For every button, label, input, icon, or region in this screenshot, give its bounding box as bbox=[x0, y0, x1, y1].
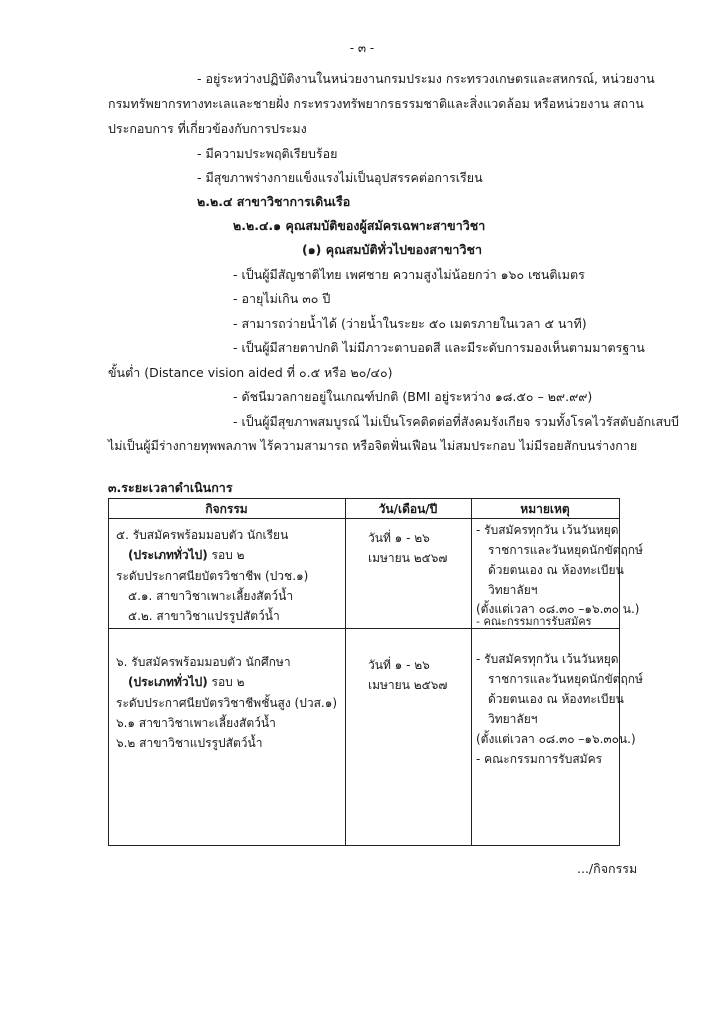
table-header-divider bbox=[108, 518, 620, 519]
row2-remark-line1: - รับสมัครทุกวัน เว้นวันหยุด bbox=[476, 652, 619, 666]
row1-remark-line4: วิทยาลัยฯ bbox=[488, 583, 538, 597]
row2-activity-line4: ๖.๑ สาขาวิชาเพาะเลี้ยงสัตว์น้ำ bbox=[116, 716, 276, 730]
row2-date-line2: เมษายน ๒๕๖๗ bbox=[368, 678, 448, 692]
row1-remark-line3: ด้วยตนเอง ณ ห้องทะเบียน bbox=[488, 563, 624, 577]
header-activity: กิจกรรม bbox=[205, 502, 248, 516]
table-col-divider-1 bbox=[345, 498, 346, 846]
intro-line-2: กรมทรัพยากรทางทะเลและชายฝั่ง กระทรวงทรัพยากรธรรมชาติและสิ่งแวดล้อม หรือหน่วยงาน สถาน bbox=[108, 96, 644, 111]
table-top-border bbox=[108, 498, 620, 499]
row2-date-line1: วันที่ ๑ - ๒๖ bbox=[368, 658, 430, 672]
header-remark: หมายเหตุ bbox=[520, 502, 570, 516]
section-heading-navigation: ๒.๒.๔ สาขาวิชาการเดินเรือ bbox=[197, 194, 351, 209]
row2-remark-line2: ราชการและวันหยุดนักขัตฤกษ์ bbox=[488, 672, 643, 686]
qualification-health: - เป็นผู้มีสุขภาพสมบูรณ์ ไม่เป็นโรคติดต่อที่สังคมรังเกียจ รวมทั้งโรคไวรัสตับอักเสบบี bbox=[233, 414, 679, 429]
table-left-border bbox=[108, 498, 109, 846]
row1-remark-line1: - รับสมัครทุกวัน เว้นวันหยุด bbox=[476, 523, 619, 537]
qualification-eyesight: - เป็นผู้มีสายตาปกติ ไม่มีภาวะตาบอดสี และมีระดับการมองเห็นตามมาตรฐาน bbox=[233, 340, 645, 355]
row2-remark-line4: วิทยาลัยฯ bbox=[488, 712, 538, 726]
row2-activity-line1: ๖. รับสมัครพร้อมมอบตัว นักศึกษา bbox=[116, 655, 291, 669]
table-bottom-border bbox=[108, 845, 620, 846]
intro-line-3: ประกอบการ ที่เกี่ยวข้องกับการประมง bbox=[108, 121, 307, 136]
subsection-heading-qualifications: ๒.๒.๔.๑ คุณสมบัติของผู้สมัครเฉพาะสาขาวิชา bbox=[233, 218, 486, 233]
qualification-health-cont: ไม่เป็นผู้มีร่างกายทุพพลภาพ ไร้ความสามารถ หรือจิตฟั่นเฟือน ไม่สมประกอบ ไม่มีรอยสักบนร่างกาย bbox=[108, 438, 638, 453]
row2-remark-line5: (ตั้งแต่เวลา ๐๘.๓๐ –๑๖.๓๐น.) bbox=[476, 732, 636, 746]
row1-date-line2: เมษายน ๒๕๖๗ bbox=[368, 551, 448, 565]
row2-activity-line2 bbox=[128, 676, 245, 688]
row2-activity-line3: ระดับประกาศนียบัตรวิชาชีพชั้นสูง (ปวส.๑) bbox=[116, 696, 338, 710]
row1-activity-line2 bbox=[128, 549, 245, 561]
row2-category: (ประเภททั่วไป) bbox=[128, 675, 208, 689]
page-number: - ๓ - bbox=[349, 41, 375, 55]
row1-date-line1: วันที่ ๑ - ๒๖ bbox=[368, 531, 430, 545]
row1-activity-line4: ๕.๑. สาขาวิชาเพาะเลี้ยงสัตว์น้ำ bbox=[128, 589, 294, 603]
row1-round: รอบ ๒ bbox=[207, 548, 245, 562]
row2-remark-line6: - คณะกรรมการรับสมัคร bbox=[476, 752, 603, 766]
behavior-line: - มีความประพฤติเรียบร้อย bbox=[197, 146, 338, 161]
row2-remark-line3: ด้วยตนเอง ณ ห้องทะเบียน bbox=[488, 692, 624, 706]
row1-remark-line2: ราชการและวันหยุดนักขัตฤกษ์ bbox=[488, 543, 643, 557]
row2-activity-line5: ๖.๒ สาขาวิชาแปรรูปสัตว์น้ำ bbox=[116, 736, 263, 750]
row1-remark-line5: (ตั้งแต่เวลา ๐๘.๓๐ –๑๖.๓๐ น.) bbox=[476, 602, 640, 616]
qualification-nationality: - เป็นผู้มีสัญชาติไทย เพศชาย ความสูงไม่น้อยกว่า ๑๖๐ เซนติเมตร bbox=[233, 267, 585, 282]
health-line: - มีสุขภาพร่างกายแข็งแรงไม่เป็นอุปสรรคต่อการเรียน bbox=[197, 170, 483, 185]
qualification-bmi: - ดัชนีมวลกายอยู่ในเกณฑ์ปกติ (BMI อยู่ระหว่าง ๑๘.๕๐ – ๒๙.๙๙) bbox=[233, 389, 593, 404]
continuation-marker: .../กิจกรรม bbox=[577, 861, 638, 876]
table-col-divider-2 bbox=[471, 498, 472, 846]
row1-remark-line6: - คณะกรรมการรับสมัคร bbox=[476, 615, 592, 628]
row2-round: รอบ ๒ bbox=[207, 675, 245, 689]
qualification-age: - อายุไม่เกิน ๓๐ ปี bbox=[233, 291, 331, 306]
row1-activity-line3: ระดับประกาศนียบัตรวิชาชีพ (ปวช.๑) bbox=[116, 569, 309, 583]
intro-line-1: - อยู่ระหว่างปฏิบัติงานในหน่วยงานกรมประมง กระทรวงเกษตรและสหกรณ์, หน่วยงาน bbox=[197, 71, 655, 86]
row1-activity-line5: ๕.๒. สาขาวิชาแปรรูปสัตว์น้ำ bbox=[128, 609, 280, 623]
row1-category: (ประเภททั่วไป) bbox=[128, 548, 208, 562]
qualification-eyesight-cont: ขั้นต่ำ (Distance vision aided ที่ ๐.๕ หรือ ๒๐/๔๐) bbox=[108, 365, 393, 380]
general-qualifications-title: (๑) คุณสมบัติทั่วไปของสาขาวิชา bbox=[302, 242, 482, 257]
table-row-divider bbox=[108, 628, 620, 629]
qualification-swimming: - สามารถว่ายน้ำได้ (ว่ายน้ำในระยะ ๕๐ เมตรภายในเวลา ๕ นาที) bbox=[233, 316, 587, 331]
schedule-heading: ๓.ระยะเวลาดำเนินการ bbox=[108, 480, 233, 495]
row1-activity-line1: ๕. รับสมัครพร้อมมอบตัว นักเรียน bbox=[116, 528, 289, 542]
header-date: วัน/เดือน/ปี bbox=[378, 502, 438, 516]
